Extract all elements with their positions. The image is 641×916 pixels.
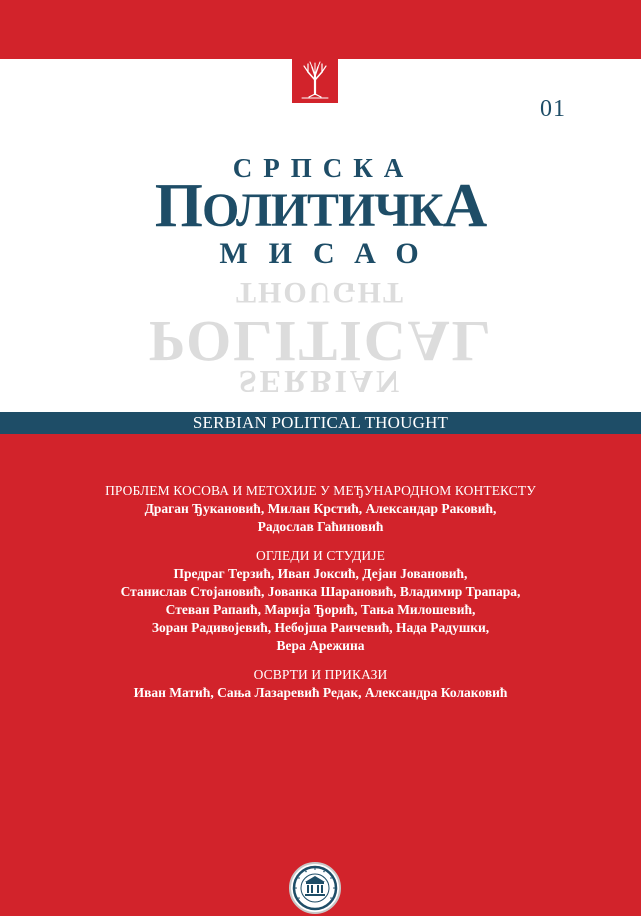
toc-section [0,547,641,655]
english-title: SERBIAN POLITICAL THOUGHT [192,413,449,432]
author-line: Драган Ђукановић, Милан Крстић, Александар Раковић, [144,501,497,516]
title-politicka-middle: ОЛИТИЧК [202,184,443,237]
table-of-contents [0,482,641,713]
mirrored-thought: THOUGHT [235,276,406,309]
mirrored-serbian: SERBIAN [238,364,403,400]
toc-section [0,482,641,536]
title-politicka-final: А [442,172,487,240]
section-title: ОГЛЕДИ И СТУДИЈЕ [256,548,385,563]
institute-seal-icon [289,862,341,914]
section-title: ПРОБЛЕМ КОСОВА И МЕТОХИЈЕ У МЕЂУНАРОДНОМ КОНТЕКСТУ [105,483,536,498]
english-title-band [0,412,641,434]
tree-logo-icon [292,56,338,103]
top-red-band [0,0,641,59]
author-line: Радослав Гаћиновић [257,519,384,534]
title-misao: МИСАО [219,237,440,270]
toc-section [0,666,641,702]
issue-number: 01 [540,96,566,122]
author-line: Станислав Стојановић, Јованка Шарановић, Владимир Трапара, [120,584,521,599]
title-politicka [0,172,641,240]
author-line: Стеван Рапаић, Марија Ђорић, Тања Милошевић, [165,602,476,617]
title-srpska: СРПСКА [232,153,415,183]
author-line: Вера Арежина [276,638,365,653]
author-line: Предраг Терзић, Иван Јоксић, Дејан Јовановић, [173,566,468,581]
title-politicka-initial: П [154,172,202,240]
section-title: ОСВРТИ И ПРИКАЗИ [253,667,388,682]
author-line: Зоран Радивојевић, Небојша Раичевић, Нада Радушки, [151,620,490,635]
author-line: Иван Матић, Сања Лазаревић Редак, Александра Колаковић [133,685,508,700]
mirrored-political: POLITICAL [148,309,493,374]
